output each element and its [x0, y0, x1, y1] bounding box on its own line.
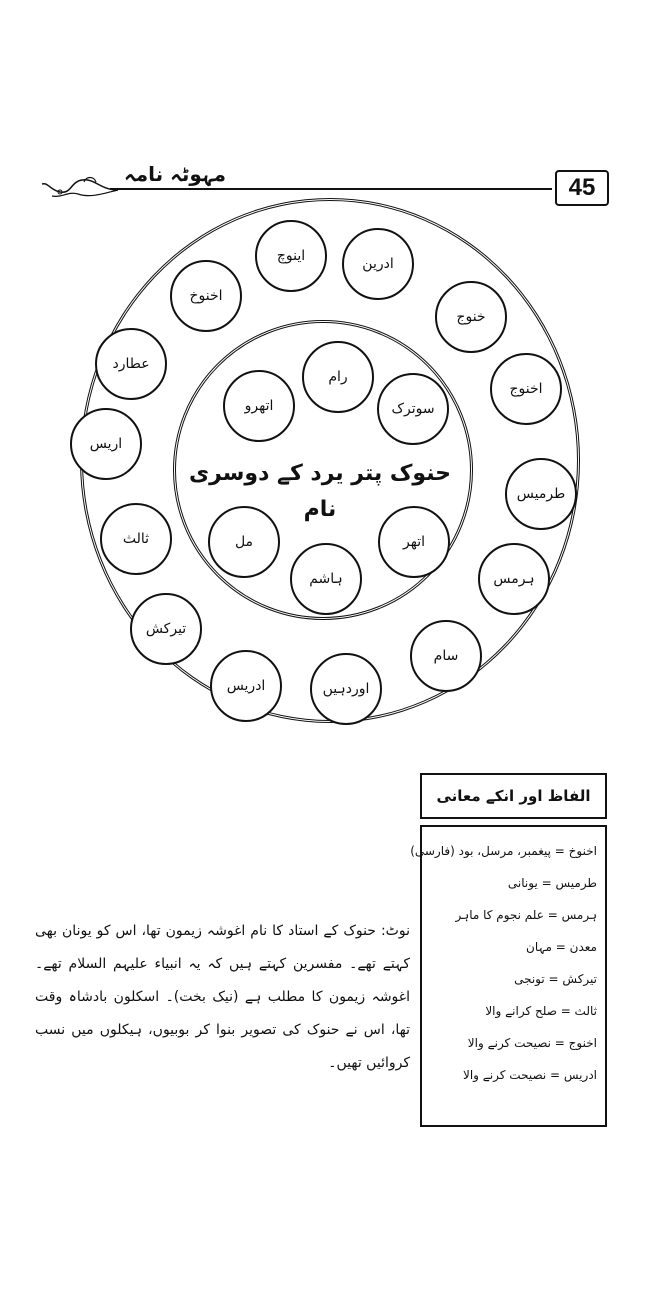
inner-name-circle: اتھرو: [223, 370, 295, 442]
outer-name-circle: سام: [410, 620, 482, 692]
note-paragraph: نوٹ: حنوک کے استاد کا نام اغوشہ زیمون تھا، اس کو یونان بھی کہتے تھے۔ مفسرین کہتے ہیں کہ یہ انبیاء علیہم السلام تھے۔ اغوشہ زیمون کا مطلب ہے (نیک بخت)۔ اسکلون بادشاہ وقت تھا، اس نے حنوک کی تصویر بنوا کر بوبیوں، ہیکلوں میں نسب کروائیں تھیں۔: [35, 923, 410, 1071]
outer-name-circle: اینوچ: [255, 220, 327, 292]
outer-name-circle: ادرین: [342, 228, 414, 300]
outer-name-circle: اخنوج: [490, 353, 562, 425]
inner-name-circle: سوترک: [377, 373, 449, 445]
glossary-item: طرمیس = یونانی: [507, 876, 597, 890]
outer-name-circle: عطارد: [95, 328, 167, 400]
outer-name-circle: تیرکش: [130, 593, 202, 665]
outer-name-circle: اوردہیں: [310, 653, 382, 725]
outer-name-circle: ثالث: [100, 503, 172, 575]
glossary-item: ادریس = نصیحت کرنے والا: [463, 1068, 597, 1082]
header-rule: [110, 188, 552, 190]
glossary-item: اخنوخ = پیغمبر، مرسل، بود (فارسی): [410, 844, 597, 858]
page-number: 45: [555, 170, 609, 206]
glossary-title: الفاظ اور انکے معانی: [420, 773, 607, 819]
glossary-item: معدن = مہان: [526, 940, 597, 954]
outer-name-circle: اریس: [70, 408, 142, 480]
names-diagram: [80, 198, 580, 723]
glossary-box: [410, 825, 607, 1127]
outer-name-circle: ادریس: [210, 650, 282, 722]
glossary-item: اخنوج = نصیحت کرنے والا: [467, 1036, 597, 1050]
outer-name-circle: اخنوخ: [170, 260, 242, 332]
flourish-ornament-icon: [40, 170, 120, 200]
book-title: مہوٹہ نامہ: [115, 160, 235, 188]
inner-name-circle: ہاشم: [290, 543, 362, 615]
glossary-item: ثالث = صلح کرانے والا: [485, 1004, 597, 1018]
inner-name-circle: اتھر: [378, 506, 450, 578]
glossary-item: تیرکش = تونجی: [514, 972, 597, 986]
inner-name-circle: رام: [302, 341, 374, 413]
diagram-center-title: حنوک پتر یرد کے دوسری نام: [188, 461, 452, 522]
outer-name-circle: خنوج: [435, 281, 507, 353]
outer-name-circle: ہرمس: [478, 543, 550, 615]
inner-name-circle: مل: [208, 506, 280, 578]
outer-name-circle: طرمیس: [505, 458, 577, 530]
glossary-item: ہرمس = علم نجوم کا ماہر: [455, 908, 597, 922]
glossary-list: [410, 827, 605, 1091]
